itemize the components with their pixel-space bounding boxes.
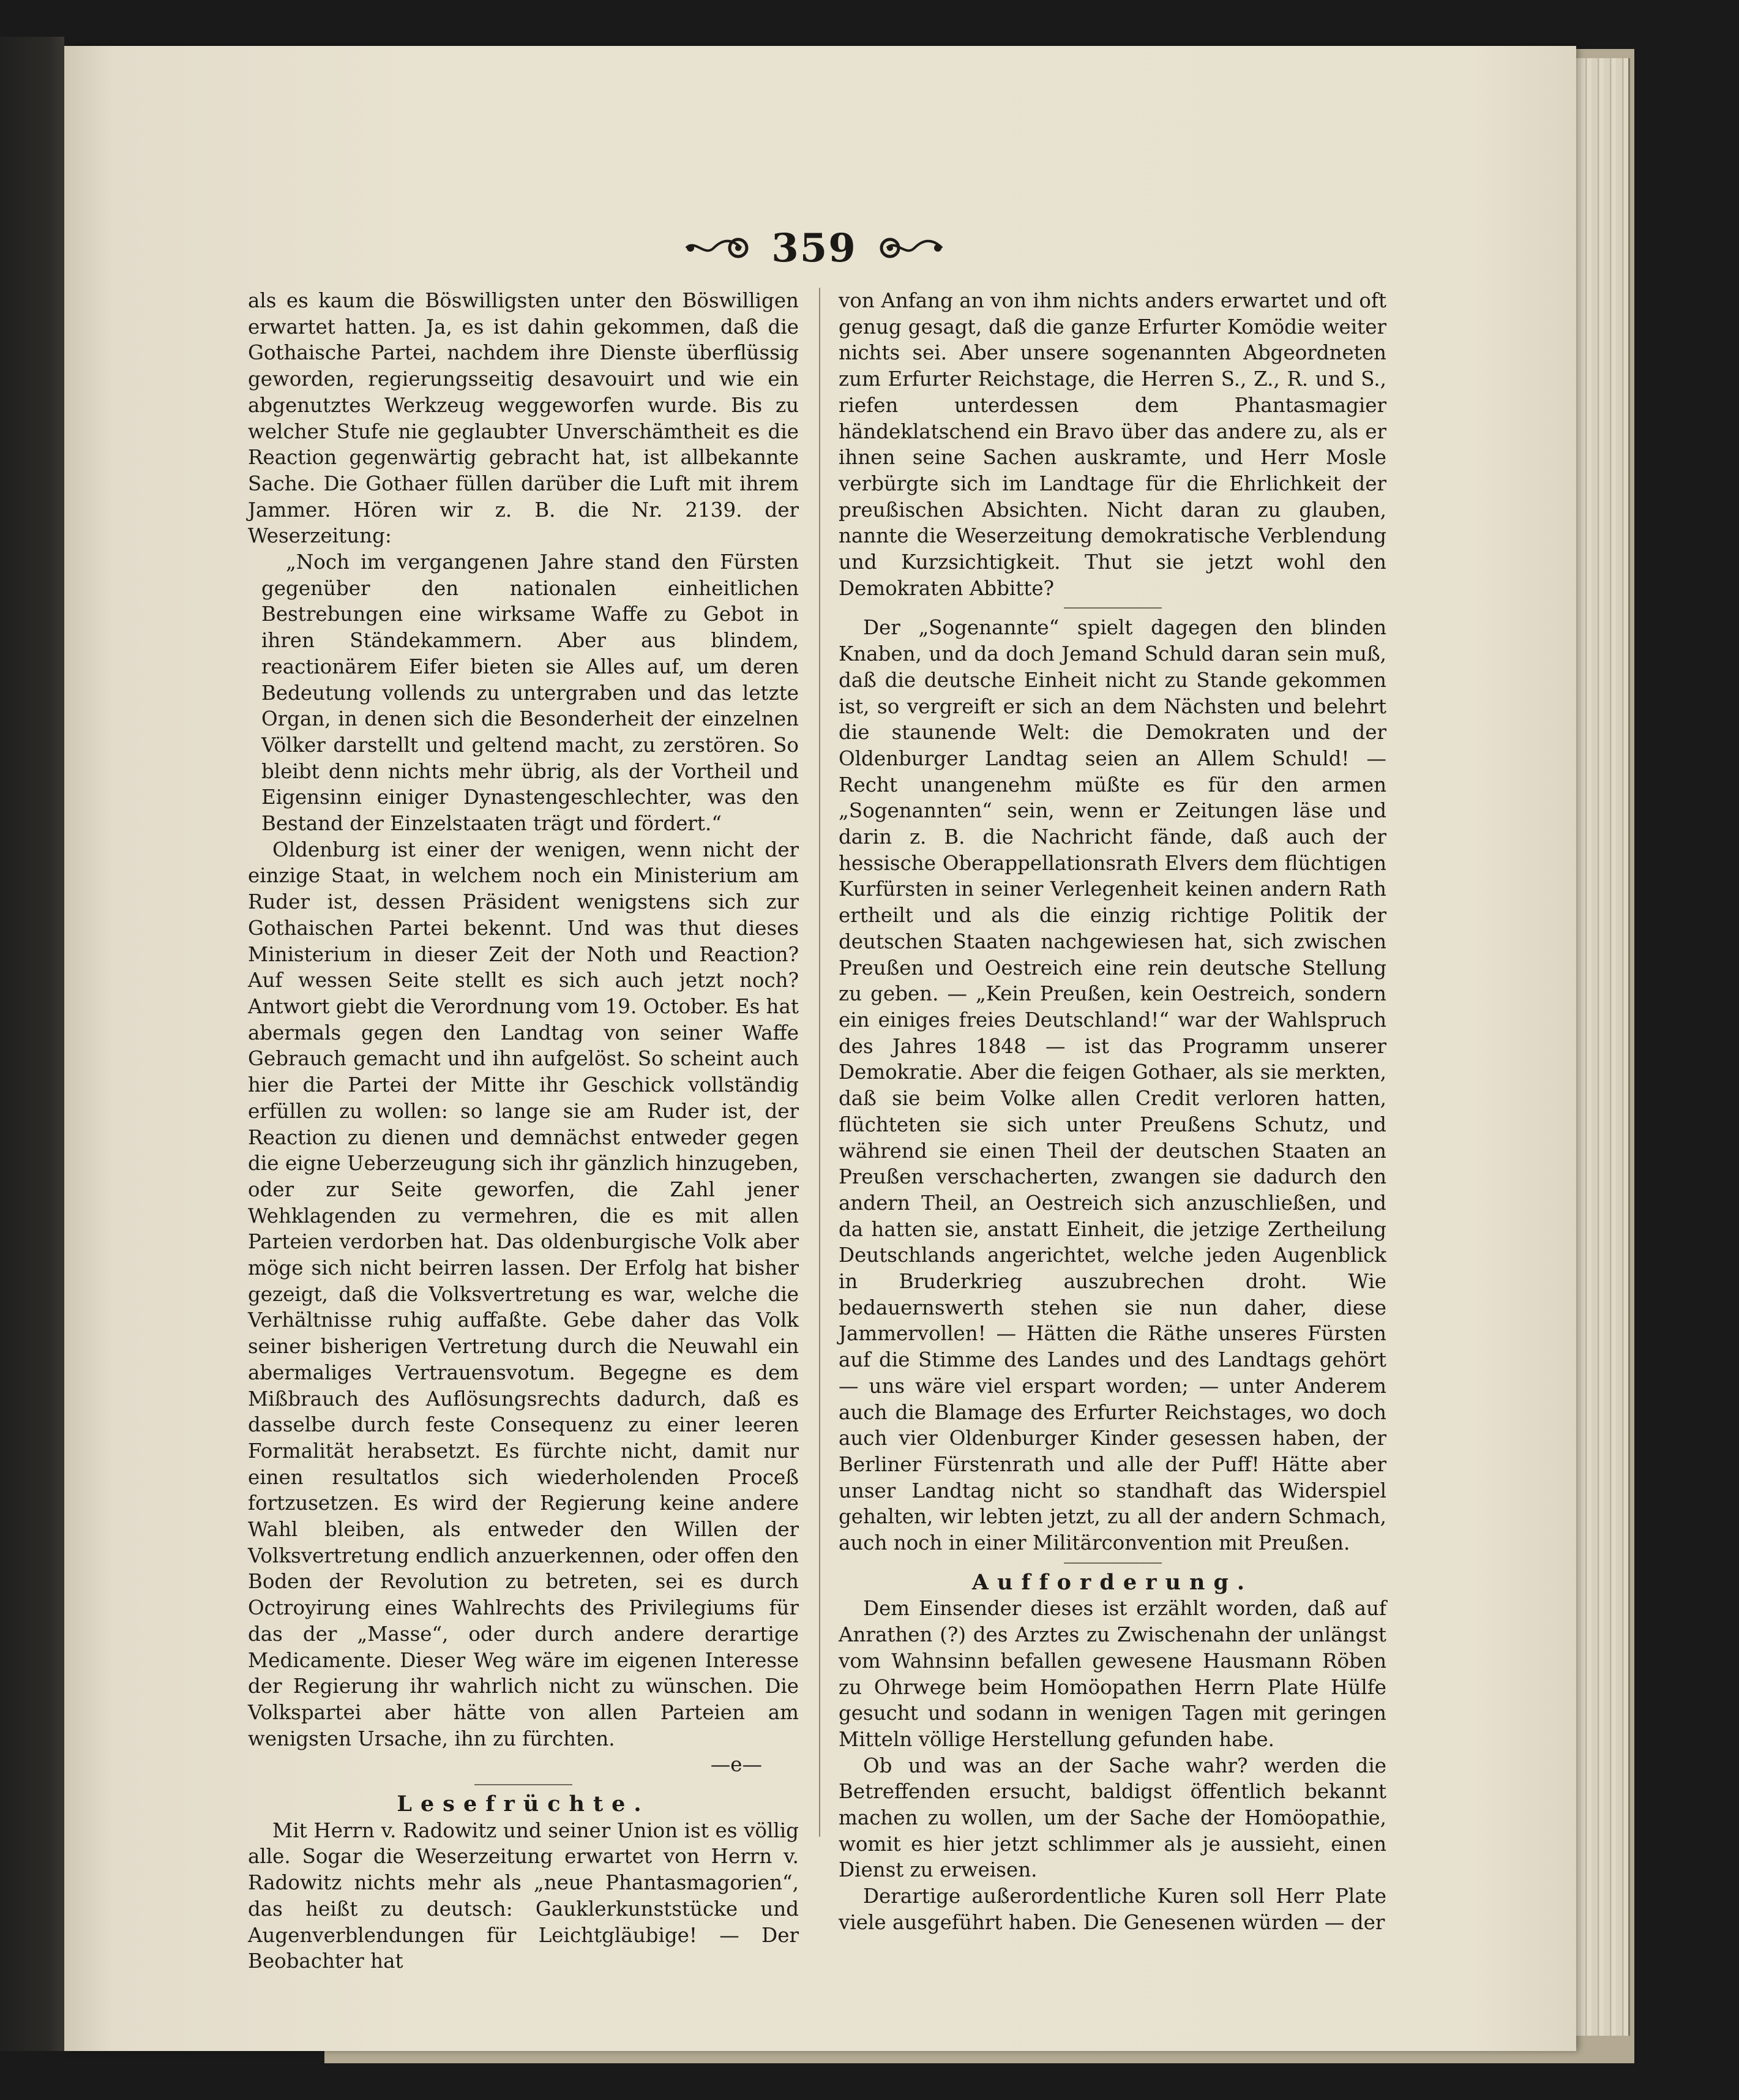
section-separator: [474, 1784, 572, 1785]
right-column: [839, 288, 1386, 1936]
right-ornament-icon: [878, 233, 945, 263]
left-paragraph-1: als es kaum die Böswilligsten unter den Böswilligen erwartet hatten. Ja, es ist dahin gekommen, daß die Gothaische Partei, nachdem ihre Dienste überflüssig geworden, regierungsseitig desavouirt und wie ein abgenutztes Werkzeug weggeworfen wurde. Bis zu welcher Stufe nie geglaubter Unverschämtheit es die Reaction gegenwärtig gebracht hat, ist allbekannte Sache. Die Gothaer füllen darüber die Luft mit ihrem Jammer. Hören wir z. B. die Nr. 2139. der Weserzeitung:: [248, 289, 799, 548]
right-paragraph-3: Dem Einsender dieses ist erzählt worden, daß auf Anrathen (?) des Arztes zu Zwischenahn der unlängst vom Wahnsinn befallen gewesene Hausmann Röben zu Ohrwege beim Homöopathen Herrn Plate Hülfe gesucht und sodann in wenigen Tagen mit geringen Mitteln völlige Herstellung gefunden habe.: [839, 1597, 1386, 1751]
right-paragraph-5: Derartige außerordentliche Kuren soll Herr Plate viele ausgeführt haben. Die Genesenen würden — der: [839, 1884, 1386, 1934]
column-divider: [819, 288, 820, 1837]
right-paragraph-2: Der „Sogenannte“ spielt dagegen den blinden Knaben, und da doch Jemand Schuld daran sein muß, daß die deutsche Einheit nicht zu Stande gekommen ist, so vergreift er sich an dem Nächsten und belehrt die staunende Welt: die Demokraten und der Oldenburger Landtag seien an Allem Schuld! — Recht unangenehm müßte es für den armen „Sogenannten“ sein, wenn er Zeitungen läse und darin z. B. die Nachricht fände, daß auch der hessische Oberappellationsrath Elvers dem flüchtigen Kurfürsten in seiner Verlegenheit keinen andern Rath erthеilt und als die einzig richtige Politik der deutschen Staaten nachgewiesen hat, sich zwischen Preußen und Oestreich eine rein deutsche Stellung zu geben. — „Kein Preußen, kein Oestreich, sondern ein einiges freies Deutschland!“ war der Wahlspruch des Jahres 1848 — ist das Programm unserer Demokratie. Aber die feigen Gothaer, als sie merkten, daß sie beim Volke allen Credit verloren hatten, flüchteten sie sich unter Preußens Schutz, und während sie einen Theil der deutschen Staaten an Preußen verschacherten, zwangen sie dadurch den andern Theil, an Oestreich sich anzuschließen, und da hatten sie, anstatt Einheit, die jetzige Zertheilung Deutschlands angerichtet, welche jeden Augenblick in Bruderkrieg auszubrechen droht. Wie bedauernswerth stehen sie nun daher, diese Jammervollen! — Hätten die Räthe unseres Fürsten auf die Stimme des Landes und des Landtags gehört — uns wäre viel erspart worden; — unter Anderem auch die Blamage des Erfurter Reichstages, wo doch auch vier Oldenburger Kinder gesessen haben, der Berliner Fürstenrath und alle der Puff! Hätte aber unser Landtag nicht so standhaft das Widerspiel gehalten, wir lebten jetzt, zu all der andern Schmach, auch noch in einer Militärconvention mit Preußen.: [839, 616, 1386, 1555]
heading-aufforderung: Aufforderung.: [971, 1569, 1254, 1595]
cover-edge: [0, 37, 64, 2051]
paragraph-separator: [1064, 607, 1162, 609]
left-column: [248, 288, 799, 1974]
page-header: [661, 227, 967, 269]
left-quote-paragraph: „Noch im vergangenen Jahre stand den Fürsten gegenüber den nationalen einheitlichen Bestrebungen eine wirksame Waffe zu Gebot in ihren Ständekammern. Aber aus blindem, reactionärem Eifer bieten sie Alles auf, um deren Bedeutung vollends zu untergraben und das letzte Organ, in denen sich die Besonderheit der einzelnen Völker darstellt und geltend macht, zu zerstören. So bleibt denn nichts mehr übrig, als der Vortheil und Eigensinn einiger Dynastengeschlechter, was den Bestand der Einzelstaaten trägt und fördert.“: [261, 550, 799, 836]
heading-lesefruechte: Lesefrüchte.: [397, 1791, 650, 1817]
left-paragraph-3: Oldenburg ist einer der wenigen, wenn nicht der einzige Staat, in welchem noch ein Ministerium am Ruder ist, dessen Präsident wenigstens sich zur Gothaischen Partei bekennt. Und was thut dieses Ministerium in dieser Zeit der Noth und Reaction? Auf wessen Seite stellt es sich auch jetzt noch? Antwort giebt die Verordnung vom 19. October. Es hat abermals gegen den Landtag von seiner Waffe Gebrauch gemacht und ihn aufgelöst. So scheint auch hier die Partei der Mitte ihr Geschick vollständig erfüllen zu wollen: so lange sie am Ruder ist, der Reaction zu dienen und demnächst entweder gegen die eigne Ueberzeugung sich ihr gänzlich hinzugeben, oder zur Seite geworfen, die Zahl jener Wehklagenden zu vermehren, die es mit allen Parteien verdorben hat. Das oldenburgische Volk aber möge sich nicht beirren lassen. Der Erfolg hat bisher gezeigt, daß die Volksvertretung es war, welche die Verhältnisse ruhig auffaßte. Gebe daher das Volk seiner bisherigen Vertretung durch die Neuwahl ein abermaliges Vertrauensvotum. Begegne es dem Mißbrauch des Auflösungsrechts dadurch, daß es dasselbe durch feste Consequenz zu einer leeren Formalität herabsetzt. Es fürchte nicht, damit nur einen resultatlos sich wiederholenden Proceß fortzusetzen. Es wird der Regierung keine andere Wahl bleiben, als entweder den Willen der Volksvertretung endlich anzuerkennen, oder offen den Boden der Revolution zu betreten, sei es durch Octroyirung eines Wahlrechts des Privilegiums für das der „Masse“, oder durch andere derartige Medicamente. Dieser Weg wäre im eigenen Interesse der Regierung ihr wahrlich nicht zu wünschen. Die Volkspartei aber hätte von allen Parteien am wenigsten Ursache, ihn zu fürchten.: [248, 838, 799, 1750]
article-signature: —e—: [710, 1753, 762, 1777]
page-number: 359: [771, 225, 857, 271]
section-separator: [1064, 1562, 1162, 1564]
right-paragraph-1: von Anfang an von ihm nichts anders erwartet und oft genug gesagt, daß die ganze Erfurter Komödie weiter nichts sei. Aber unsere sogenannten Abgeordneten zum Erfurter Reichstage, die Herren S., Z., R. und S., riefen unterdessen dem Phantasmagier händeklatschend ein Bravo über das andere zu, als er ihnen seine Sachen auskramte, und Herr Mosle verbürgte sich im Landtage für die Ehrlichkeit der preußischen Absichten. Nicht daran zu glauben, nannte die Weserzeitung demokratische Verblendung und Kurzsichtigkeit. Thut sie jetzt wohl den Demokraten Abbitte?: [839, 289, 1386, 600]
left-ornament-icon: [683, 233, 750, 263]
left-paragraph-4: Mit Herrn v. Radowitz und seiner Union ist es völlig alle. Sogar die Weserzeitung erwartet von Herrn v. Radowitz nichts mehr als „neue Phantasmagorien“, das heißt zu deutsch: Gauklerkunststücke und Augenverblendungen für Leichtgläubige! — Der Beobachter hat: [248, 1818, 799, 1973]
right-paragraph-4: Ob und was an der Sache wahr? werden die Betreffenden ersucht, baldigst öffentlich bekannt machen zu wollen, um der Sache der Homöopathie, womit es hier jetzt schlimmer als je aussieht, einen Dienst zu erweisen.: [839, 1753, 1386, 1882]
